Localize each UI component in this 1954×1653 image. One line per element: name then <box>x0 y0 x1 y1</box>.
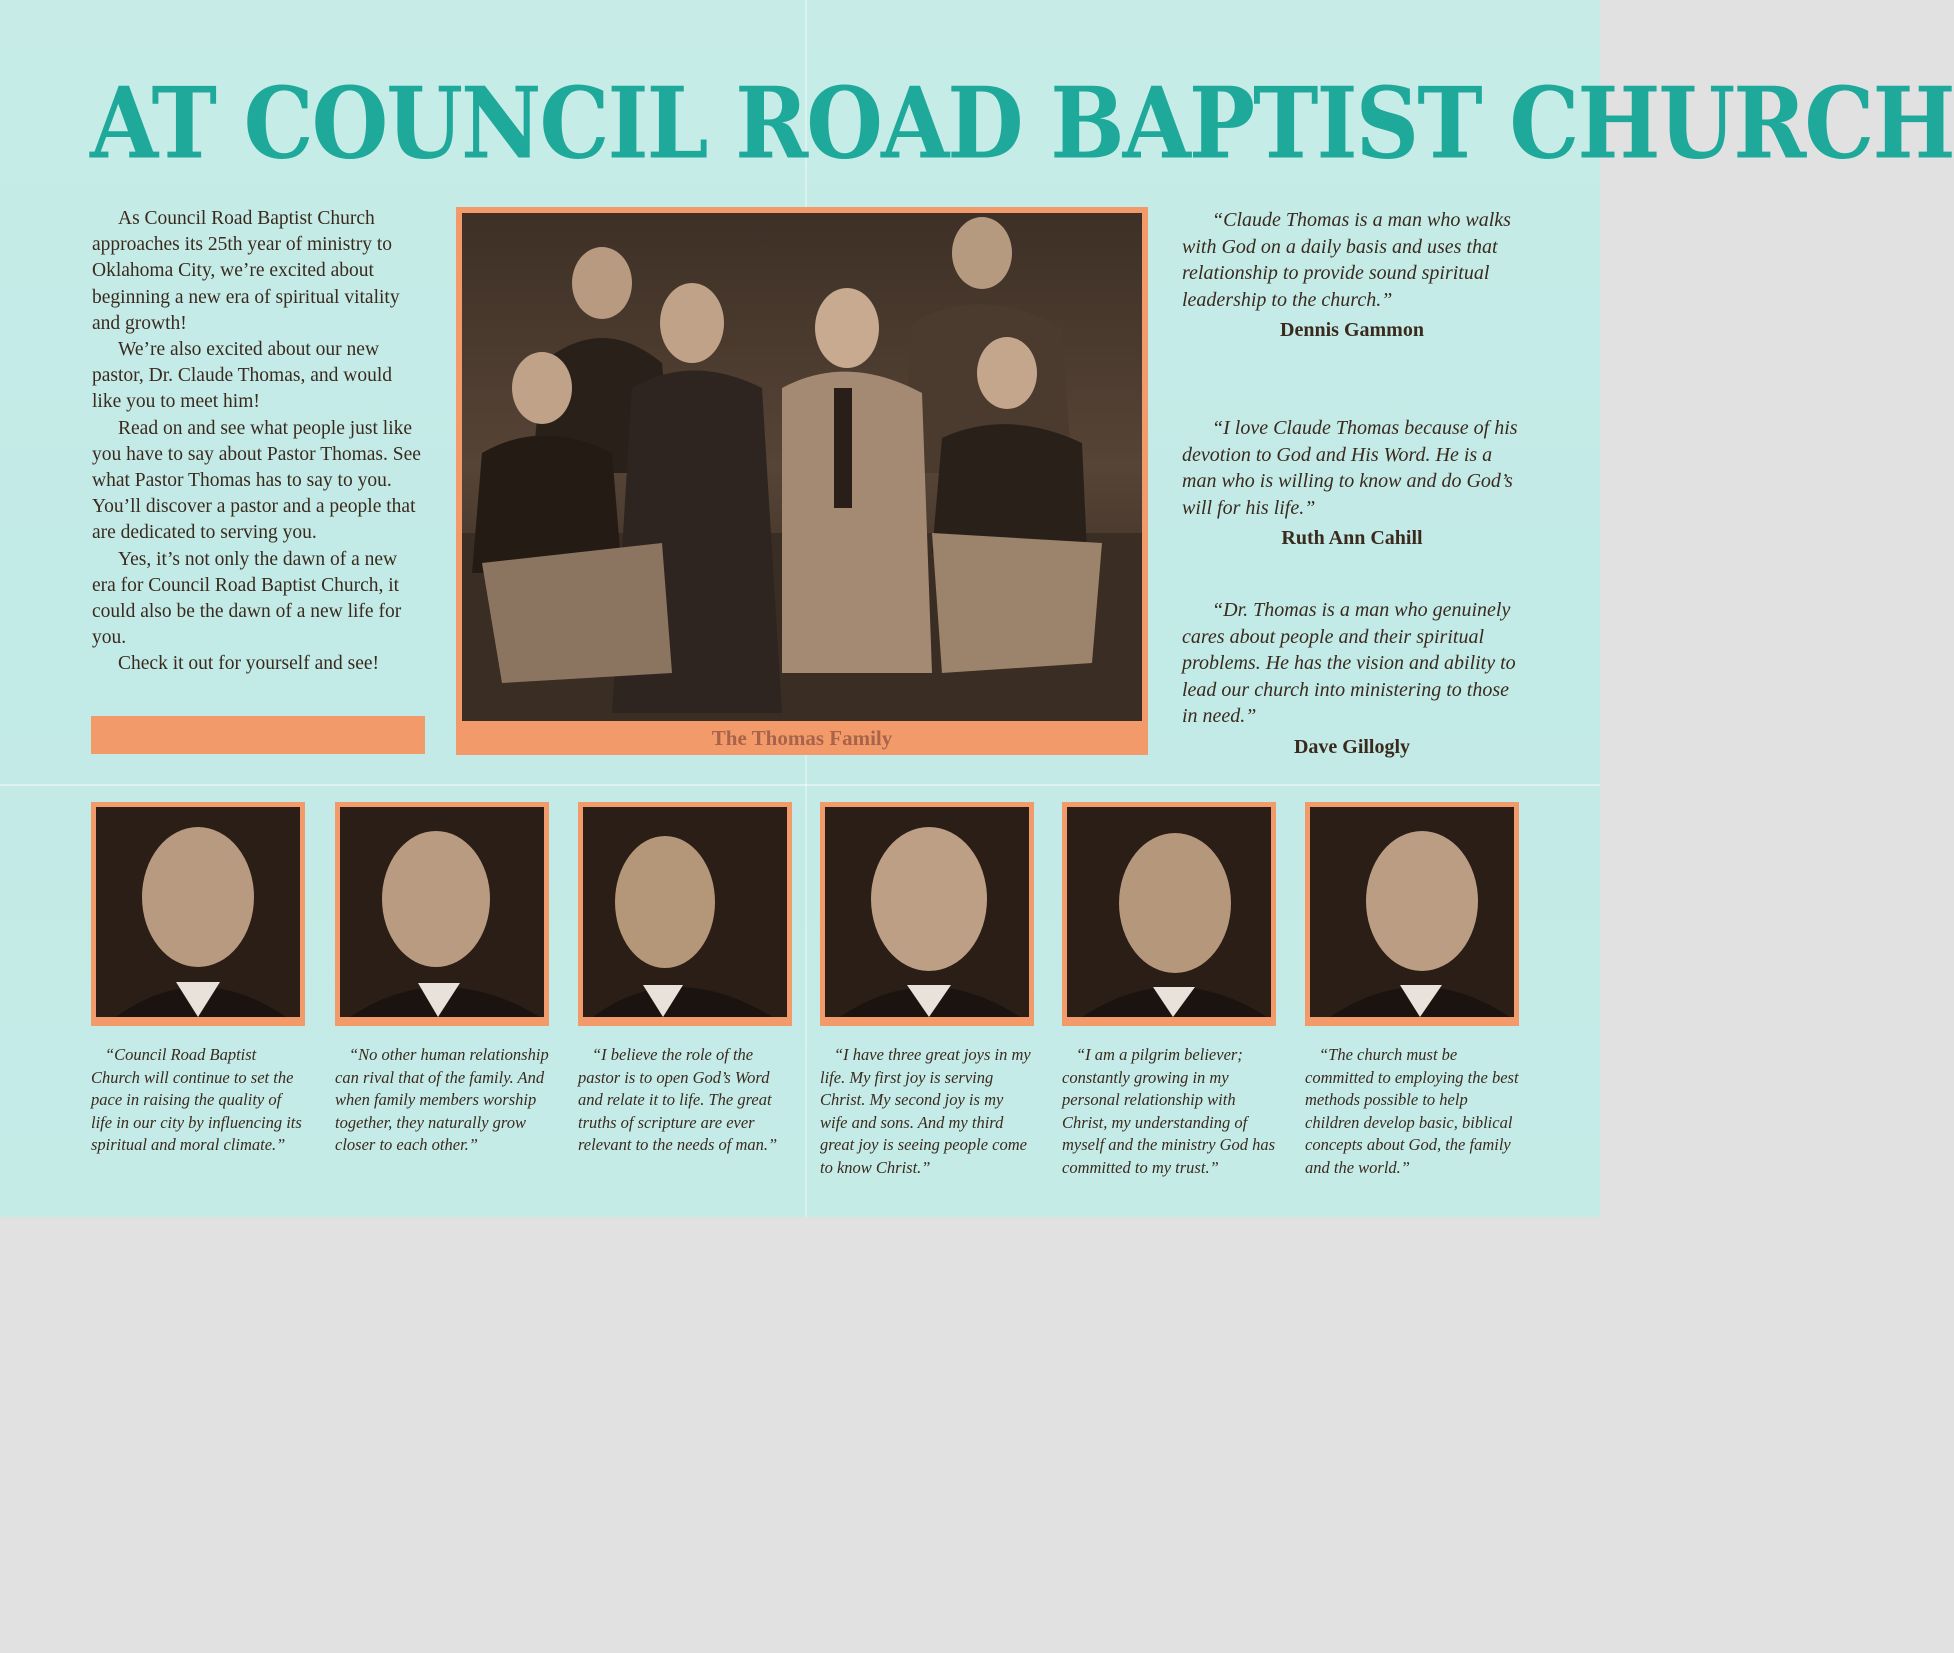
portrait-frame <box>1062 802 1276 1026</box>
family-photo-caption: The Thomas Family <box>711 726 893 750</box>
testimonial-3-text: “Dr. Thomas is a man who genuinely cares about people and their spiritual problems. He has the vision and ability to lead our church into ministering to those in need.” <box>1182 599 1516 727</box>
testimonial-2-author: Ruth Ann Cahill <box>1281 527 1423 549</box>
testimonial-3 <box>1182 597 1522 759</box>
pastor-quote-4: “I have three great joys in my life. My first joy is serving Christ. My second joy is my wife and sons. And my third great joy is seeing people come to know Christ.” <box>820 1045 1031 1177</box>
testimonial-1 <box>1182 207 1522 342</box>
horizontal-fold-line <box>0 784 1600 786</box>
portrait-frame <box>91 802 305 1026</box>
intro-paragraph-1: As Council Road Baptist Church approaches its 25th year of ministry to Oklahoma City, we’re excited about beginning a new era of spiritual vitality and growth! <box>92 208 400 334</box>
portrait-frame <box>820 802 1034 1026</box>
portrait-photo <box>825 807 1029 1017</box>
portrait-frame <box>578 802 792 1026</box>
testimonial-3-author: Dave Gillogly <box>1293 735 1411 758</box>
page-headline: AT COUNCIL ROAD BAPTIST CHURCH <box>90 64 1954 182</box>
pastor-quote-5: “I am a pilgrim believer; constantly growing in my personal relationship with Christ, my understanding of myself and the ministry God has committed to my trust.” <box>1062 1045 1276 1177</box>
portrait-photo <box>96 807 300 1017</box>
pastor-quote-1: “Council Road Baptist Church will continue to set the pace in raising the quality of life in our city by influencing its spiritual and moral climate.” <box>91 1045 302 1154</box>
family-photo-frame <box>456 207 1148 755</box>
portrait-frame <box>335 802 549 1026</box>
family-photo-image <box>462 213 1142 721</box>
testimonial-2-text: “I love Claude Thomas because of his devotion to God and His Word. He is a man who is willing to know and do God’s will for his life.” <box>1182 417 1518 519</box>
family-photo <box>462 213 1142 721</box>
testimonial-1-author: Dennis Gammon <box>1280 319 1424 341</box>
intro-paragraph-5: Check it out for yourself and see! <box>118 653 380 675</box>
pastor-quote-3: “I believe the role of the pastor is to open God’s Word and relate it to life. The great truths of scripture are ever relevant to the needs of man.” <box>578 1045 778 1154</box>
intro-accent-bar <box>91 716 425 754</box>
intro-text <box>92 206 422 678</box>
intro-paragraph-3: Read on and see what people just like you have to say about Pastor Thomas. See what Pastor Thomas has to say to you. You’ll discover a pastor and a people that are dedicated to serving you. <box>92 417 421 544</box>
portrait-frame <box>1305 802 1519 1026</box>
pastor-quote-2: “No other human relationship can rival that of the family. And when family members worship together, they naturally grow closer to each other.” <box>335 1045 549 1154</box>
portrait-photo <box>1067 807 1271 1017</box>
intro-paragraph-4: Yes, it’s not only the dawn of a new era for Council Road Baptist Church, it could also be the dawn of a new life for you. <box>92 548 402 649</box>
pastor-quote-6: “The church must be committed to employing the best methods possible to help children develop basic, biblical concepts about God, the family and the world.” <box>1305 1045 1519 1177</box>
portrait-photo <box>1310 807 1514 1017</box>
portrait-photo <box>340 807 544 1017</box>
intro-paragraph-2: We’re also excited about our new pastor, Dr. Claude Thomas, and would like you to meet him! <box>92 339 392 413</box>
portrait-photo <box>583 807 787 1017</box>
testimonial-2 <box>1182 415 1522 550</box>
testimonial-1-text: “Claude Thomas is a man who walks with God on a daily basis and uses that relationship to provide sound spiritual leadership to the church.” <box>1182 209 1511 311</box>
